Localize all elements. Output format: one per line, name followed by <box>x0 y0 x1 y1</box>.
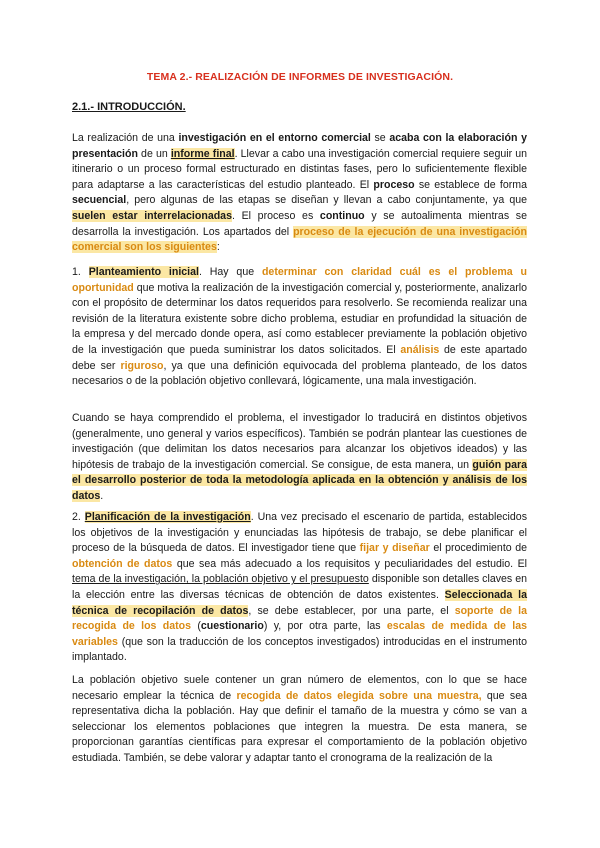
bold-term: investigación en el entorno comercial <box>178 132 371 144</box>
orange-term: análisis <box>400 343 440 356</box>
text-run: (que son la traducción de los conceptos investigados) introducidas en el instrumento implantado. <box>72 635 527 664</box>
text-run: ) y, por otra parte, las <box>263 620 387 633</box>
paragraph-objectives <box>72 411 527 505</box>
text-run: que sea representativa dicha la población. Hay que definir el tamaño de la muestra y cómo se van a seleccionar los elementos poblaciones que integren la muestra. De esta manera, se proporcionan garantías científicas para expresar el comportamiento de la población objetivo estudiada. También, se debe valorar y adaptar tanto el cronograma de la realización de la <box>72 689 527 764</box>
text-run: de este apartado debe ser <box>72 343 527 372</box>
text-run: . Una vez precisado el escenario de partida, establecidos los objetivos de la investigación y enunciadas las hipótesis de trabajo, se debe planificar el proceso de la búsqueda de datos. El investigador tiene que <box>72 511 527 555</box>
orange-term: riguroso <box>120 359 164 372</box>
text-run: : <box>216 241 220 254</box>
text-run: . <box>100 489 104 502</box>
text-run: el procedimiento de <box>429 542 528 555</box>
text-run: que sea más adecuado a los requisitos y peculiaridades del estudio. El <box>172 557 527 570</box>
text-run: . Llevar a cabo una investigación comercial requiere seguir un itinerario o un proceso formal estructurado en distintas fases, pero lo suficientemente flexible para adaptarse a las características del estudio planteado. El <box>72 147 528 191</box>
document-title: TEMA 2.- REALIZACIÓN DE INFORMES DE INVESTIGACIÓN. <box>146 71 454 83</box>
text-run: . Hay que <box>198 266 262 278</box>
highlighted-term: guión para el desarrollo posterior de toda la metodología aplicada en la obtención y análisis de los datos <box>72 458 527 502</box>
paragraph-sample <box>72 673 527 767</box>
text-run: disponible son detalles claves en la elección entre las diversas técnicas de obtención de datos existentes. <box>72 573 527 601</box>
text-run: La realización de una <box>72 132 179 144</box>
highlighted-term: Planteamiento inicial <box>88 266 199 278</box>
highlighted-term: suelen estar interrelacionadas <box>72 209 232 222</box>
text-run: se <box>370 132 390 144</box>
bold-term: acaba con la elaboración y presentación <box>72 132 527 160</box>
paragraph-step-1 <box>72 265 527 390</box>
bold-term: cuestionario <box>200 620 264 633</box>
underlined-term: tema de la investigación, la población objetivo y el presupuesto <box>72 573 369 586</box>
highlighted-term: proceso de la ejecución de una investigación comercial son los siguientes <box>72 225 527 254</box>
section-heading: 2.1.- INTRODUCCIÓN. <box>72 101 186 113</box>
text-run: , ya que una definición equivocada del problema planteado, de los datos necesarios o de la población objetivo conllevará, lógicamente, una mala investigación. <box>72 359 527 388</box>
bold-term: proceso <box>373 178 415 191</box>
text-run: . El proceso es <box>231 209 320 222</box>
text-run: ( <box>191 620 201 633</box>
highlighted-term: Seleccionada la técnica de recopilación de datos <box>72 588 527 617</box>
paragraph-introduction <box>72 131 527 256</box>
text-run: y se autoalimenta mientras se desarrolla la investigación. Los apartados del <box>72 209 527 238</box>
text-run: La población objetivo suele contener un gran número de elementos, con lo que se hace necesario emplear la técnica de <box>72 674 527 702</box>
bold-term: secuencial <box>72 194 127 207</box>
bold-term: continuo <box>319 209 365 222</box>
orange-term: soporte de la recogida de los datos <box>72 604 527 633</box>
text-run: que motiva la realización de la investigación comercial y, posteriormente, analizarlo con el propósito de determinar los datos requeridos para resolverlo. Se recomienda realizar una revisión de la literatura existente sobre dicho problema, estudiar en profundidad la situación de la empresa y del mercado donde opera, así como establecer previamente la población objetivo de la investigación que pueda suministrar los datos solicitados. El <box>72 281 527 356</box>
highlighted-term: informe final <box>170 147 235 160</box>
paragraph-step-2 <box>72 510 527 666</box>
orange-term: recogida de datos elegida sobre una muestra, <box>236 689 482 702</box>
text-run: se establece de forma <box>414 178 527 191</box>
orange-term: determinar con claridad cuál es el problema u oportunidad <box>72 266 528 294</box>
text-run: , se debe establecer, por una parte, el <box>248 604 455 617</box>
text-run: 1. <box>72 266 89 278</box>
highlighted-term: Planificación de la investigación <box>84 511 251 523</box>
orange-term: escalas de medida de las variables <box>72 620 527 648</box>
orange-term: fijar y diseñar <box>359 542 430 555</box>
text-run: Cuando se haya comprendido el problema, el investigador lo traducirá en distintos objetivos (generalmente, uno general y varios específicos). También se podrán plantear las cuestiones de investigación (que delimitan los datos necesarios para alcanzar los objetivos ideados) y las hipótesis de trabajo de la investigación comercial. Se consigue, de esta manera, un <box>72 412 527 471</box>
text-run: 2. <box>72 511 85 523</box>
text-run: de un <box>137 147 171 160</box>
text-run: , pero algunas de las etapas se diseñan y llevan a cabo conjuntamente, ya que <box>126 194 527 207</box>
orange-term: obtención de datos <box>72 557 173 570</box>
